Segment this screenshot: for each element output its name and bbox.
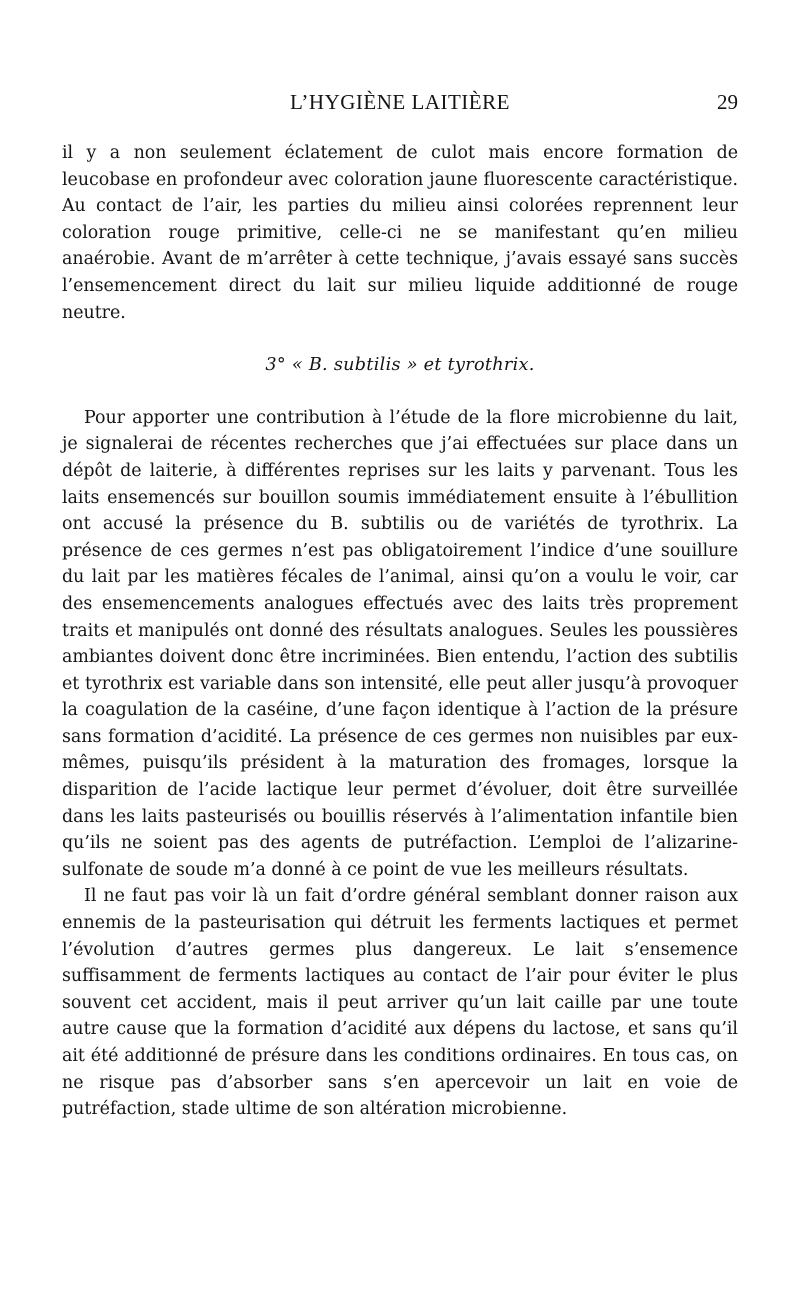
running-title: L’HYGIÈNE LAITIÈRE — [290, 90, 510, 114]
body-text — [62, 140, 738, 1123]
page-number: 29 — [717, 90, 738, 114]
section-heading: 3° « B. subtilis » et tyrothrix. — [265, 355, 535, 376]
paragraph: Il ne faut pas voir là un fait d’ordre général semblant donner raison aux ennemis de la pasteurisation qui détruit les ferments lactiques et permet l’évolution d’autres germes plus dangereux. Le lait s’ensemence suffisamment de ferments lactiques au contact de l’air pour éviter le plus souvent cet accident, mais il peut arriver qu’un lait caille par une toute autre cause que la formation d’acidité aux dépens du lactose, et sans qu’il ait été additionné de présure dans les conditions ordinaires. En tous cas, on ne risque pas d’absorber sans s’en apercevoir un lait en voie de putréfaction, stade ultime de son altération microbienne. — [62, 886, 738, 1120]
running-head — [62, 88, 738, 118]
paragraph: Pour apporter une contribution à l’étude de la flore microbienne du lait, je signalerai de récentes recherches que j’ai effectuées sur place dans un dépôt de laiterie, à différentes reprises sur les laits y parvenant. Tous les laits ensemencés sur bouillon soumis immédiatement ensuite à l’ébullition ont accusé la présence du B. subtilis ou de variétés de tyrothrix. La présence de ces germes n’est pas obligatoirement l’indice d’une souillure du lait par les matières fécales de l’animal, ainsi qu’on a voulu le voir, car des ensemencements analogues effectués avec des laits très proprement traits et manipulés ont donné des résultats analogues. Seules les poussières ambiantes doivent donc être incriminées. Bien entendu, l’action des subtilis et tyrothrix est variable dans son intensité, elle peut aller jusqu’à provoquer la coagulation de la caséine, d’une façon identique à l’action de la présure sans formation d’acidité. La présence de ces germes non nuisibles par eux-mêmes, puisqu’ils président à la maturation des fromages, lorsque la disparition de l’acide lactique leur permet d’évoluer, doit être surveillée dans les laits pasteurisés ou bouillis réservés à l’alimentation infantile bien qu’ils ne soient pas des agents de putréfaction. L’emploi de l’alizarine-sulfonate de soude m’a donné à ce point de vue les meilleurs résultats. — [62, 407, 738, 880]
paragraph-continued: il y a non seulement éclatement de culot mais encore formation de leucobase en profondeur avec coloration jaune fluorescente caractéristique. Au contact de l’air, les parties du milieu ainsi colorées reprennent leur coloration rouge primitive, celle-ci ne se manifestant qu’en milieu anaérobie. Avant de m’arrêter à cette technique, j’avais essayé sans succès l’ensemencement direct du lait sur milieu liquide additionné de rouge neutre. — [62, 143, 738, 323]
